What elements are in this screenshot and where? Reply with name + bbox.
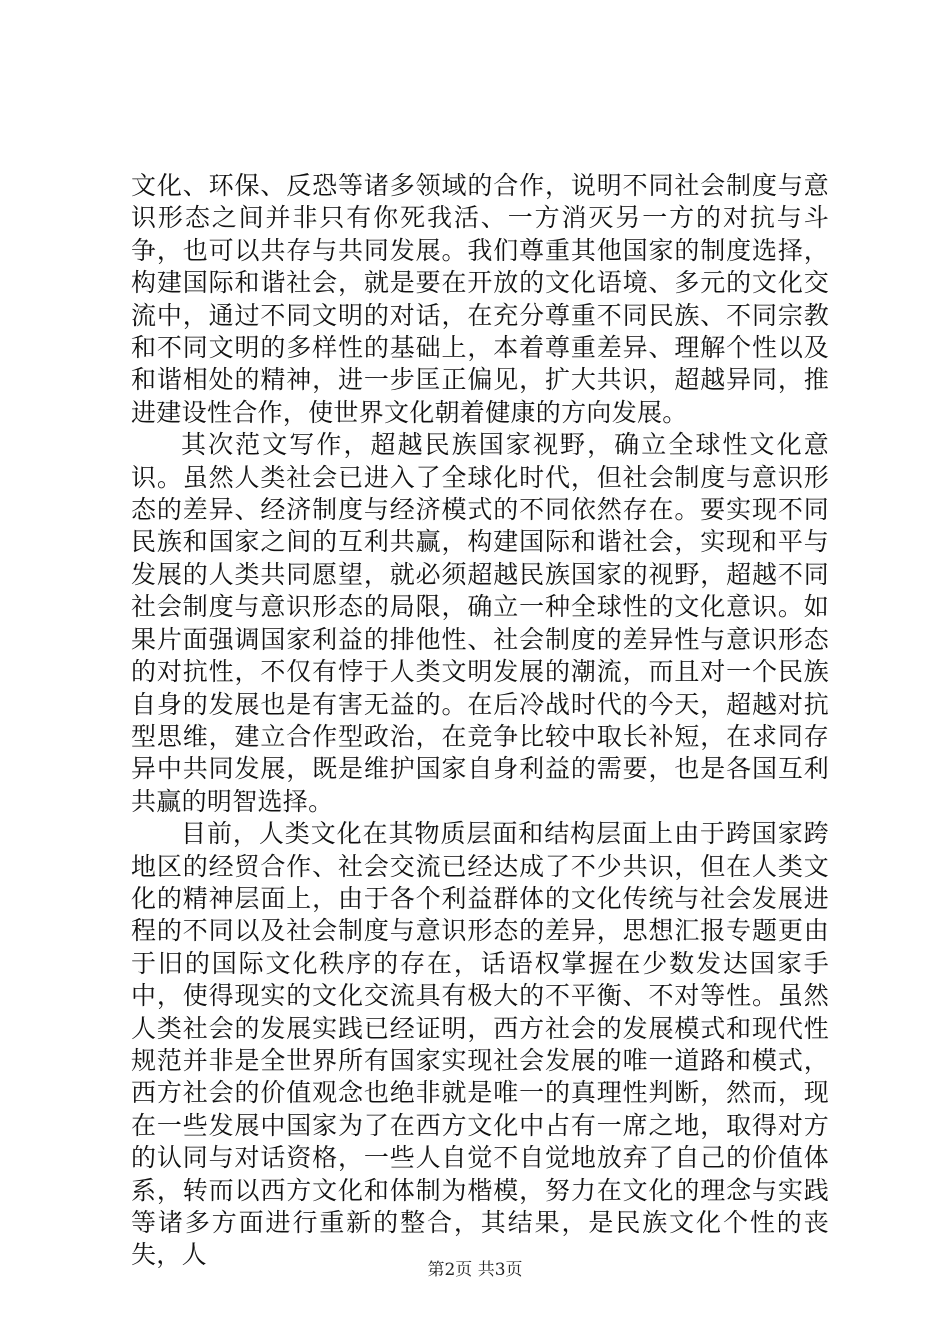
- page-footer: [0, 1258, 950, 1282]
- paragraph-3: 目前，人类文化在其物质层面和结构层面上由于跨国家跨地区的经贸合作、社会交流已经达成了不少共识，但在人类文化的精神层面上，由于各个利益群体的文化传统与社会发展进程的不同以及社会制度与意识形态的差异，思想汇报专题更由于旧的国际文化秩序的存在，话语权掌握在少数发达国家手中，使得现实的文化交流具有极大的不平衡、不对等性。虽然人类社会的发展实践已经证明，西方社会的发展模式和现代性规范并非是全世界所有国家实现社会发展的唯一道路和模式，西方社会的价值观念也绝非就是唯一的真理性判断，然而，现在一些发展中国家为了在西方文化中占有一席之地，取得对方的认同与对话资格，一些人自觉不自觉地放弃了自己的价值体系，转而以西方文化和体制为楷模，努力在文化的理念与实践等诸多方面进行重新的整合，其结果，是民族文化个性的丧失，人: [131, 819, 829, 1270]
- page-number-indicator: 第2页 共3页: [427, 1260, 523, 1280]
- paragraph-2: 其次范文写作，超越民族国家视野，确立全球性文化意识。虽然人类社会已进入了全球化时代，但社会制度与意识形态的差异、经济制度与经济模式的不同依然存在。要实现不同民族和国家之间的互利共赢，构建国际和谐社会，实现和平与发展的人类共同愿望，就必须超越民族国家的视野，超越不同社会制度与意识形态的局限，确立一种全球性的文化意识。如果片面强调国家利益的排他性、社会制度的差异性与意识形态的对抗性，不仅有悖于人类文明发展的潮流，而且对一个民族自身的发展也是有害无益的。在后冷战时代的今天，超越对抗型思维，建立合作型政治，在竞争比较中取长补短，在求同存异中共同发展，既是维护国家自身利益的需要，也是各国互利共赢的明智选择。: [131, 430, 829, 816]
- document-body: [131, 170, 829, 1272]
- paragraph-1: 文化、环保、反恐等诸多领域的合作，说明不同社会制度与意识形态之间并非只有你死我活、一方消灭另一方的对抗与斗争，也可以共存与共同发展。我们尊重其他国家的制度选择，构建国际和谐社会，就是要在开放的文化语境、多元的文化交流中，通过不同文明的对话，在充分尊重不同民族、不同宗教和不同文明的多样性的基础上，本着尊重差异、理解个性以及和谐相处的精神，进一步匡正偏见，扩大共识，超越异同，推进建设性合作，使世界文化朝着健康的方向发展。: [131, 171, 829, 427]
